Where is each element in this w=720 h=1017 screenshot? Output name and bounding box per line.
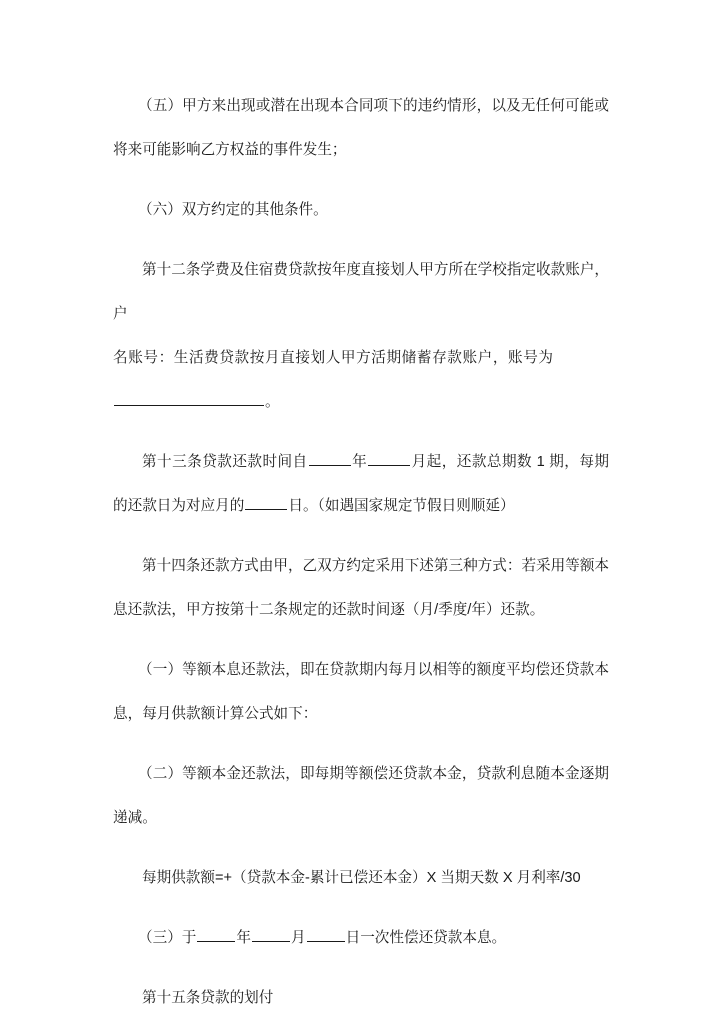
article-thirteen-seg-5: 日。（如遇国家规定节假日则顺延） — [288, 498, 515, 514]
document-body — [113, 84, 609, 1017]
paragraph-spacer — [113, 840, 609, 856]
method-item-three-seg-3: 月 — [291, 930, 306, 946]
article-thirteen — [113, 440, 609, 528]
paragraph-spacer — [113, 900, 609, 916]
account-number-blank-field[interactable] — [114, 391, 264, 406]
article-thirteen-seg-3: 月起，还款总期数 1 期，每期的还 — [113, 454, 609, 514]
article-twelve-account-blank-line — [113, 380, 609, 424]
paragraph-spacer — [113, 424, 609, 440]
paragraph-spacer — [113, 736, 609, 752]
method-item-one: （一）等额本息还款法，即在贷款期内每月以相等的额度平均偿还贷款本息，每月供款额计算公式如下： — [113, 662, 609, 722]
paragraph-spacer — [113, 232, 609, 248]
article-fifteen: 第十五条贷款的划付 — [142, 990, 274, 1006]
article-thirteen-seg-4: 款日为对应月的 — [142, 498, 245, 514]
method-item-three-seg-4: 日一次性偿还贷款本息。 — [345, 930, 507, 946]
article-twelve-continued — [113, 336, 609, 380]
repayment-day-blank-field[interactable] — [245, 495, 287, 510]
lumpsum-year-blank-field[interactable] — [197, 927, 235, 942]
repayment-formula: 每期供款额=+（贷款本金-累计已偿还本金）X 当期天数 X 月利率/30 — [142, 870, 581, 886]
paragraph-spacer — [113, 960, 609, 976]
method-item-three-seg-2: 年 — [236, 930, 251, 946]
article-fourteen: 第十四条还款方式由甲，乙双方约定采用下述第三种方式：若采用等额本息还款法，甲方按第十二条规定的还款时间逐（月/季度/年）还款。 — [113, 558, 610, 618]
repayment-start-year-blank-field[interactable] — [309, 451, 351, 466]
article-twelve-end-punctuation: 。 — [265, 394, 280, 410]
repayment-start-month-blank-field[interactable] — [368, 451, 410, 466]
lumpsum-month-blank-field[interactable] — [252, 927, 290, 942]
paragraph-spacer — [113, 172, 609, 188]
method-item-three-seg-1: （三）于 — [138, 930, 197, 946]
article-twelve — [113, 248, 609, 336]
paragraph-spacer — [113, 632, 609, 648]
article-thirteen-seg-2: 年 — [351, 454, 368, 470]
lumpsum-day-blank-field[interactable] — [307, 927, 345, 942]
article-thirteen-seg-1: 第十三条贷款还款时间自 — [142, 454, 308, 470]
paragraph-spacer — [113, 528, 609, 544]
clause-item-five: （五）甲方来出现或潜在出现本合同项下的违约情形，以及无任何可能或将来可能影响乙方权益的事件发生； — [113, 98, 609, 158]
method-item-three — [113, 916, 609, 960]
article-twelve-line-1: 第十二条学费及住宿费贷款按年度直接划人甲方所在学校指定收款账户，户 — [113, 262, 610, 322]
article-twelve-line-2: 名账号：生活费贷款按月直接划人甲方活期储蓄存款账户，账号为 — [113, 350, 554, 366]
clause-item-six: （六）双方约定的其他条件。 — [138, 202, 328, 218]
method-item-two: （二）等额本金还款法，即每期等额偿还贷款本金，贷款利息随本金逐期递减。 — [113, 766, 609, 826]
